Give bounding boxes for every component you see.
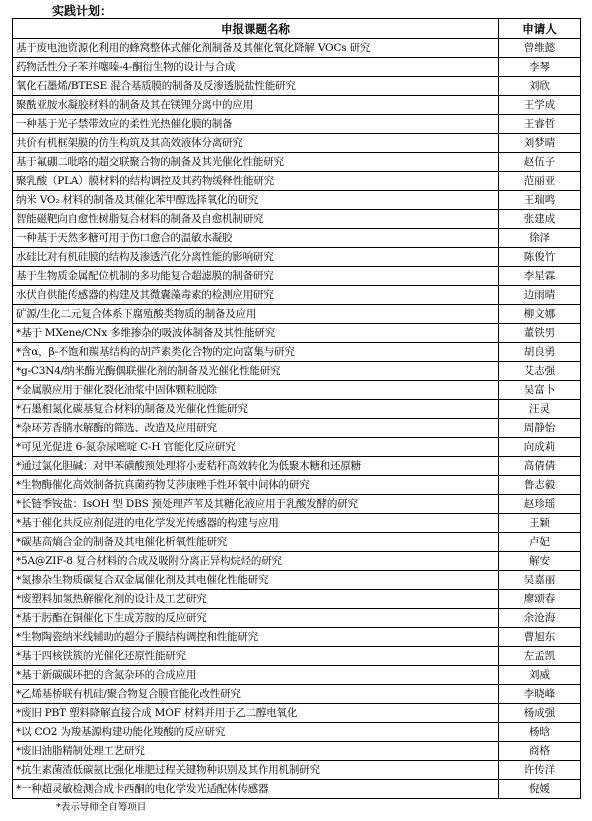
project-title-cell: *基于新碳碳环把的含氮杂环的合成应用 [13,666,499,685]
table-row [13,552,581,571]
applicant-cell: 倪媛 [499,780,581,799]
project-title-cell: *乙烯基桥联有机硅/聚合物复合膜官能化改性研究 [13,685,499,704]
applicant-cell: 许传洋 [499,761,581,780]
table-row [13,96,581,115]
applicant-cell: 吴富卜 [499,381,581,400]
project-title-cell: *生物酶催化高效制备抗真菌药物艾莎康唑手性环氧中间体的研究 [13,476,499,495]
project-title-cell: *生物陶瓷纳米线辅助的超分子膜结构调控和性能研究 [13,628,499,647]
project-title-cell: 聚乳酸（PLA）膜材料的结构调控及其药物缓释性能研究 [13,172,499,191]
table-header-row [13,19,581,39]
applicant-cell: 陈俊竹 [499,248,581,267]
header-project-title: 申报课题名称 [13,19,499,39]
applicant-cell: 汪灵 [499,400,581,419]
table-row [13,248,581,267]
table-row [13,305,581,324]
table-row [13,476,581,495]
table-row [13,533,581,552]
footnote: *表示导师全自筹项目 [56,802,147,813]
applicant-cell: 王学成 [499,96,581,115]
project-title-cell: *石墨相氮化碳基复合材料的制备及光催化性能研究 [13,400,499,419]
applicant-cell: 商格 [499,742,581,761]
table-row [13,191,581,210]
applicant-cell: 边雨晴 [499,286,581,305]
project-title-cell: *基于 MXene/CNx 多维掺杂的吸波体制备及其性能研究 [13,324,499,343]
table-row [13,58,581,77]
project-title-cell: *一种超灵敏检测合成卡西酮的电化学发光适配体传感器 [13,780,499,799]
applicant-cell: 左孟凯 [499,647,581,666]
project-title-cell: *抗生素菌渣低碳氨比强化堆肥过程关键物种识别及其作用机制研究 [13,761,499,780]
table-row [13,229,581,248]
project-title-cell: *基于四核铁簇的光催化还原性能研究 [13,647,499,666]
table-row [13,780,581,799]
table-row [13,400,581,419]
table-row [13,39,581,58]
project-title-cell: 矿源/生化二元复合体系下腐殖酸类物质的制备及应用 [13,305,499,324]
applicant-cell: 王瑞鸣 [499,191,581,210]
project-title-cell: *废旧油脂精制处理工艺研究 [13,742,499,761]
applicant-cell: 李琴 [499,58,581,77]
table-row [13,723,581,742]
project-title-cell: *碳基高熵合金的制备及其电催化析氧性能研究 [13,533,499,552]
applicant-cell: 杨晗 [499,723,581,742]
project-title-cell: 氧化石墨烯/BTESE 混合基质膜的制备及反渗透脱盐性能研究 [13,77,499,96]
table-row [13,210,581,229]
project-title-cell: 基于生物质金属配位机制的多功能复合超滤膜的制备研究 [13,267,499,286]
table-row [13,514,581,533]
applicant-cell: 余沧海 [499,609,581,628]
table-row [13,134,581,153]
applicant-cell: 李晓峰 [499,685,581,704]
table-row [13,438,581,457]
table-row [13,324,581,343]
project-title-cell: 一种基于光子禁带效应的柔性光热催化膜的制备 [13,115,499,134]
project-title-cell: *以 CO2 为羧基源构建功能化羧酸的反应研究 [13,723,499,742]
project-title-cell: 水硅比对有机硅膜的结构及渗透汽化分离性能的影响研究 [13,248,499,267]
applicant-cell: 曾维懿 [499,39,581,58]
table-row [13,571,581,590]
project-table [12,18,581,799]
project-title-cell: 智能磁靶向自愈性树脂复合材料的制备及自愈机制研究 [13,210,499,229]
table-row [13,419,581,438]
table-row [13,381,581,400]
table-row [13,343,581,362]
applicant-cell: 董铁男 [499,324,581,343]
table-row [13,153,581,172]
table-row [13,267,581,286]
table-row [13,647,581,666]
project-title-cell: *基于肟酯在铜催化下生成芳胺的反应研究 [13,609,499,628]
project-title-cell: 一种基于天然多糖可用于伤口愈合的温敏水凝胶 [13,229,499,248]
project-title-cell: 聚酰亚胺水凝胶材料的制备及其在镁锂分离中的应用 [13,96,499,115]
table-row [13,286,581,305]
project-title-cell: *氮掺杂生物质碳复合双金属催化剂及其电催化性能研究 [13,571,499,590]
applicant-cell: 曹旭东 [499,628,581,647]
project-title-cell: 药物活性分子苯并噻嗪-4-酮衍生物的设计与合成 [13,58,499,77]
applicant-cell: 刘梦晴 [499,134,581,153]
header-applicant: 申请人 [499,19,581,39]
applicant-cell: 鲁志毅 [499,476,581,495]
applicant-cell: 艾志强 [499,362,581,381]
applicant-cell: 范丽亚 [499,172,581,191]
table-row [13,457,581,476]
table-row [13,666,581,685]
applicant-cell: 赵珍瑶 [499,495,581,514]
project-title-cell: *5A@ZIF-8 复合材料的合成及吸附分离正异构烷烃的研究 [13,552,499,571]
applicant-cell: 吴嘉丽 [499,571,581,590]
applicant-cell: 赵伍子 [499,153,581,172]
project-title-cell: *含α，β-不饱和羰基结构的胡芦素类化合物的定向富集与研究 [13,343,499,362]
table-row [13,685,581,704]
applicant-cell: 卢妃 [499,533,581,552]
project-title-cell: *金属膜应用于催化裂化油浆中固体颗粒脱除 [13,381,499,400]
project-title-cell: *基于催化共反应剂促进的电化学发光传感器的构建与应用 [13,514,499,533]
applicant-cell: 高倩倩 [499,457,581,476]
project-title-cell: 水伏自供能传感器的构建及其微囊藻毒素的检测应用研究 [13,286,499,305]
project-title-cell: *废塑料加氢热解催化剂的设计及工艺研究 [13,590,499,609]
table-body [13,39,581,799]
table-row [13,590,581,609]
section-heading: 实践计划： [52,4,113,18]
project-title-cell: 纳米 VO₂ 材料的制备及其催化苯甲醇选择氧化的研究 [13,191,499,210]
project-title-cell: 共价有机框架膜的仿生构筑及其高效液体分离研究 [13,134,499,153]
applicant-cell: 杨成强 [499,704,581,723]
applicant-cell: 柳文娜 [499,305,581,324]
applicant-cell: 刘欣 [499,77,581,96]
applicant-cell: 徐泽 [499,229,581,248]
table-row [13,628,581,647]
project-title-cell: *长链季铵盐：IsOH 型 DBS 预处理芦苇及其糖化液应用于乳酸发酵的研究 [13,495,499,514]
table-row [13,704,581,723]
applicant-cell: 王睿哲 [499,115,581,134]
project-title-cell: *通过氯化胆碱：对甲苯磺酸预处理将小麦秸秆高效转化为低聚木糖和还原糖 [13,457,499,476]
table-row [13,362,581,381]
applicant-cell: 廖颂春 [499,590,581,609]
table-row [13,609,581,628]
applicant-cell: 周静怡 [499,419,581,438]
applicant-cell: 王颖 [499,514,581,533]
project-title-cell: 基于废电池资源化利用的蜂窝整体式催化剂制备及其催化氧化降解 VOCs 研究 [13,39,499,58]
applicant-cell: 张建成 [499,210,581,229]
project-title-cell: 基于氟硼二吡咯的超交联聚合物的制备及其光催化性能研究 [13,153,499,172]
applicant-cell: 向成莉 [499,438,581,457]
project-title-cell: *可见光促进 6-氮杂尿嘧啶 C-H 官能化反应研究 [13,438,499,457]
table-row [13,495,581,514]
project-title-cell: *废旧 PBT 塑料降解直接合成 MOF 材料并用于乙二醇电氧化 [13,704,499,723]
table-row [13,77,581,96]
applicant-cell: 胡良勇 [499,343,581,362]
table-row [13,742,581,761]
project-title-cell: *g-C3N4/纳米酶光酶偶联催化剂的制备及光催化性能研究 [13,362,499,381]
applicant-cell: 解安 [499,552,581,571]
table-row [13,115,581,134]
table-row [13,172,581,191]
table-row [13,761,581,780]
project-title-cell: *杂环芳香腈水解酶的筛选、改造及应用研究 [13,419,499,438]
applicant-cell: 刘威 [499,666,581,685]
applicant-cell: 李星霖 [499,267,581,286]
